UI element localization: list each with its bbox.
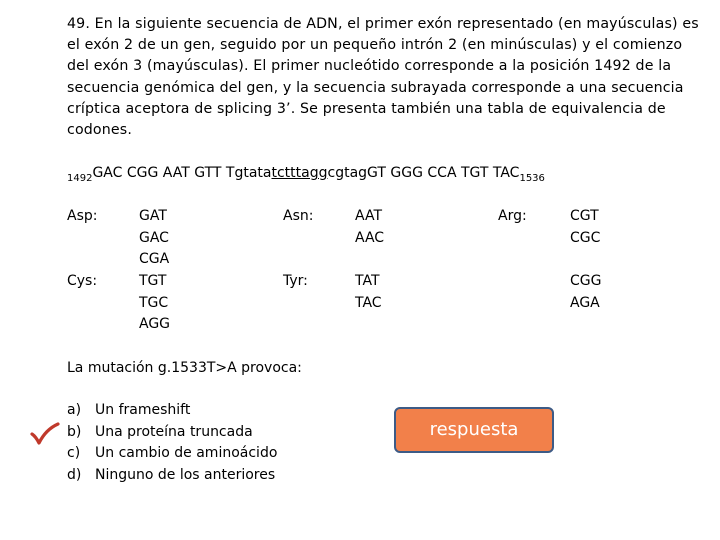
option-d[interactable] (67, 465, 277, 487)
answer-button-label: respuesta (429, 418, 519, 440)
option-text: Un cambio de aminoácido (95, 445, 278, 461)
codon-arg-2: CGC (570, 229, 601, 246)
option-b[interactable] (67, 422, 277, 444)
codon-asn-2: AAC (355, 229, 385, 246)
checkmark-icon (30, 422, 60, 446)
option-letter: c) (67, 445, 81, 461)
codon-cys-1: TGT (139, 273, 167, 289)
codon-arg-4: CGG (570, 273, 602, 289)
codon-label-arg: Arg: (498, 208, 527, 224)
codon-arg-6: AGG (139, 316, 171, 332)
sequence-exon-2: GAC CGG AAT GTT Tgtata (92, 165, 272, 181)
codon-tyr-1: TAT (355, 273, 380, 289)
sequence-end-position: 1536 (519, 173, 545, 184)
answer-options (67, 400, 277, 486)
option-letter: a) (67, 402, 82, 418)
option-text: Un frameshift (95, 402, 191, 418)
codon-asp-2: GAC (139, 229, 169, 246)
codon-arg-3: CGA (139, 251, 170, 267)
codon-label-tyr: Tyr: (283, 273, 308, 289)
codon-arg-5: AGA (570, 294, 600, 311)
subquestion: La mutación g.1533T>A provoca: (67, 360, 302, 376)
codon-label-asp: Asp: (67, 208, 98, 224)
dna-sequence (67, 163, 545, 189)
codon-asn-1: AAT (355, 208, 383, 224)
option-a[interactable] (67, 400, 277, 422)
codon-tyr-2: TAC (355, 294, 382, 311)
codon-arg-1: CGT (570, 208, 599, 224)
option-letter: b) (67, 423, 82, 440)
codon-cys-2: TGC (139, 294, 169, 311)
answer-button[interactable] (394, 407, 554, 453)
option-text: Ninguno de los anteriores (95, 466, 276, 483)
codon-label-asn: Asn: (283, 208, 314, 224)
codon-asp-1: GAT (139, 208, 167, 224)
option-letter: d) (67, 466, 82, 483)
sequence-cryptic-acceptor: tctttagg (271, 165, 328, 181)
option-text: Una proteína truncada (95, 423, 253, 440)
option-c[interactable] (67, 443, 277, 465)
sequence-start-position: 1492 (67, 173, 93, 184)
codon-label-cys: Cys: (67, 273, 98, 289)
question-text: 49. En la siguiente secuencia de ADN, el primer exón representado (en mayúsculas) es el exón 2 de un gen, seguido por un pequeño intrón 2 (en minúsculas) y el comienzo del exón 3 (mayúsculas). El primer nucleótido corresponde a la posición 1492 de la secuencia genómica del gen, y la secuencia subrayada corresponde a una secuencia críptica aceptora de splicing 3’. Se presenta también una tabla de equivalencia de codones. (67, 16, 699, 139)
sequence-exon-3: cgtagGT GGG CCA TGT TAC (327, 165, 520, 181)
